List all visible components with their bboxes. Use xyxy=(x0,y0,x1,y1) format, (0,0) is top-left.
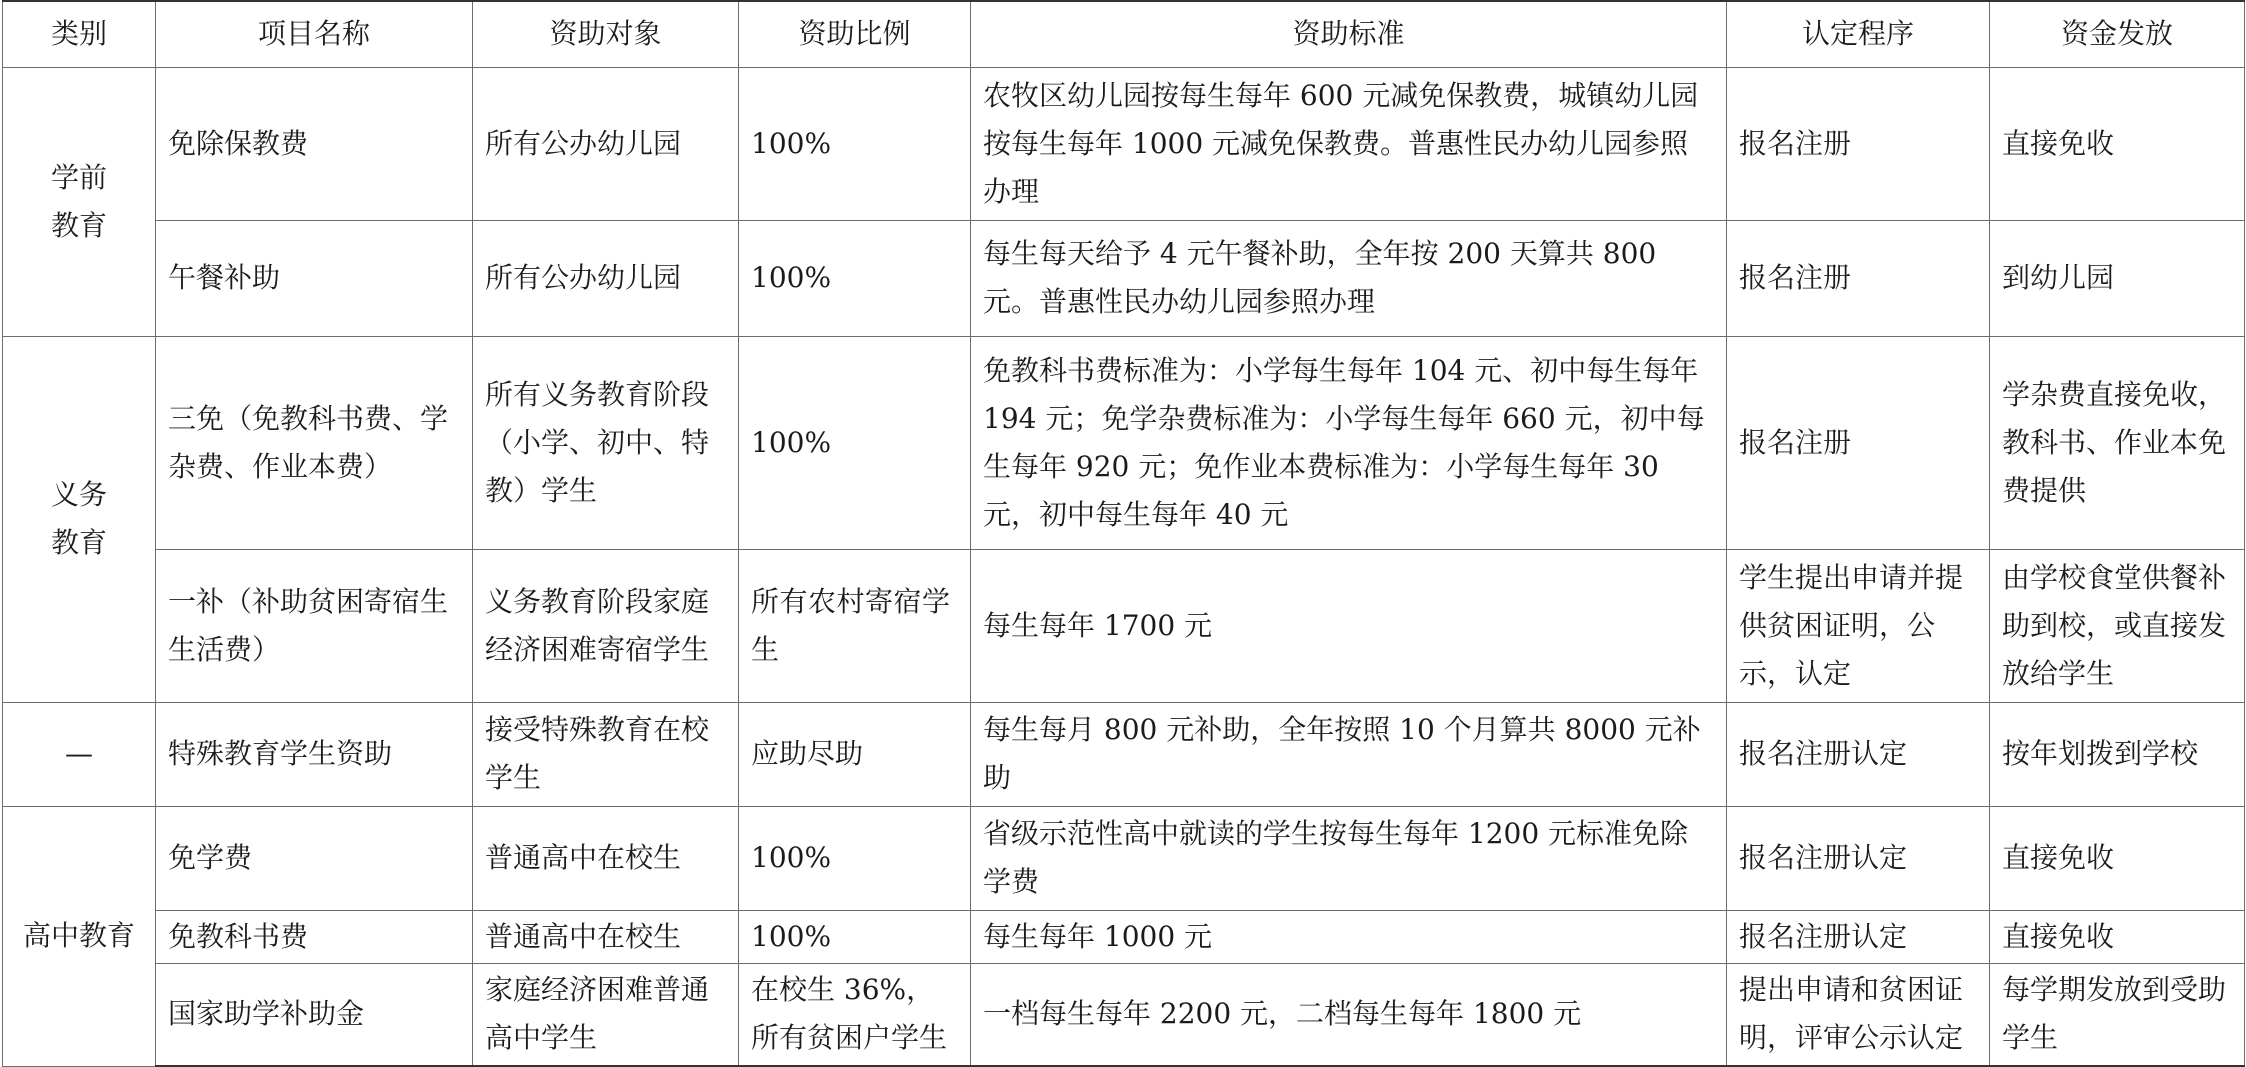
table-row xyxy=(3,806,2245,910)
disbursement-cell: 按年划拨到学校 xyxy=(1990,702,2245,806)
column-header-project-name: 项目名称 xyxy=(156,1,473,67)
standard-cell: 免教科书费标准为：小学每生每年 104 元、初中每生每年 194 元；免学杂费标准为：小学每生每年 660 元，初中每生每年 920 元；免作业本费标准为：小学每生每年 30 元，初中每生每年 40 元 xyxy=(971,336,1727,549)
category-cell-compulsory: 义务 教育 xyxy=(3,336,156,702)
target-cell: 普通高中在校生 xyxy=(473,910,739,963)
table-row xyxy=(3,963,2245,1066)
standard-cell: 每生每天给予 4 元午餐补助，全年按 200 天算共 800 元。普惠性民办幼儿园参照办理 xyxy=(971,220,1727,336)
procedure-cell: 报名注册认定 xyxy=(1727,910,1990,963)
column-header-target: 资助对象 xyxy=(473,1,739,67)
ratio-cell: 100% xyxy=(739,910,971,963)
target-cell: 所有义务教育阶段（小学、初中、特教）学生 xyxy=(473,336,739,549)
table-row xyxy=(3,910,2245,963)
table-row xyxy=(3,220,2245,336)
procedure-cell: 报名注册 xyxy=(1727,336,1990,549)
disbursement-cell: 直接免收 xyxy=(1990,67,2245,220)
procedure-cell: 报名注册 xyxy=(1727,67,1990,220)
target-cell: 所有公办幼儿园 xyxy=(473,67,739,220)
project-name-cell: 三免（免教科书费、学杂费、作业本费） xyxy=(156,336,473,549)
target-cell: 所有公办幼儿园 xyxy=(473,220,739,336)
disbursement-cell: 由学校食堂供餐补助到校，或直接发放给学生 xyxy=(1990,549,2245,702)
disbursement-cell: 直接免收 xyxy=(1990,910,2245,963)
procedure-cell: 报名注册 xyxy=(1727,220,1990,336)
procedure-cell: 报名注册认定 xyxy=(1727,702,1990,806)
table-row xyxy=(3,702,2245,806)
project-name-cell: 特殊教育学生资助 xyxy=(156,702,473,806)
target-cell: 普通高中在校生 xyxy=(473,806,739,910)
ratio-cell: 应助尽助 xyxy=(739,702,971,806)
project-name-cell: 国家助学补助金 xyxy=(156,963,473,1066)
disbursement-cell: 到幼儿园 xyxy=(1990,220,2245,336)
disbursement-cell: 学杂费直接免收，教科书、作业本免费提供 xyxy=(1990,336,2245,549)
column-header-procedure: 认定程序 xyxy=(1727,1,1990,67)
category-cell-highschool: 高中教育 xyxy=(3,806,156,1066)
column-header-disbursement: 资金发放 xyxy=(1990,1,2245,67)
standard-cell: 每生每年 1700 元 xyxy=(971,549,1727,702)
ratio-cell: 100% xyxy=(739,336,971,549)
disbursement-cell: 每学期发放到受助学生 xyxy=(1990,963,2245,1066)
procedure-cell: 报名注册认定 xyxy=(1727,806,1990,910)
project-name-cell: 免教科书费 xyxy=(156,910,473,963)
disbursement-cell: 直接免收 xyxy=(1990,806,2245,910)
category-cell-preschool: 学前 教育 xyxy=(3,67,156,336)
table-row xyxy=(3,67,2245,220)
table-header-row xyxy=(3,1,2245,67)
ratio-cell: 在校生 36%，所有贫困户学生 xyxy=(739,963,971,1066)
project-name-cell: 一补（补助贫困寄宿生生活费） xyxy=(156,549,473,702)
column-header-standard: 资助标准 xyxy=(971,1,1727,67)
target-cell: 义务教育阶段家庭经济困难寄宿学生 xyxy=(473,549,739,702)
project-name-cell: 午餐补助 xyxy=(156,220,473,336)
standard-cell: 农牧区幼儿园按每生每年 600 元减免保教费，城镇幼儿园按每生每年 1000 元减免保教费。普惠性民办幼儿园参照办理 xyxy=(971,67,1727,220)
table-row xyxy=(3,549,2245,702)
ratio-cell: 100% xyxy=(739,806,971,910)
ratio-cell: 100% xyxy=(739,220,971,336)
procedure-cell: 提出申请和贫困证明，评审公示认定 xyxy=(1727,963,1990,1066)
ratio-cell: 100% xyxy=(739,67,971,220)
project-name-cell: 免除保教费 xyxy=(156,67,473,220)
column-header-ratio: 资助比例 xyxy=(739,1,971,67)
ratio-cell: 所有农村寄宿学生 xyxy=(739,549,971,702)
column-header-category: 类别 xyxy=(3,1,156,67)
procedure-cell: 学生提出申请并提供贫困证明，公示，认定 xyxy=(1727,549,1990,702)
project-name-cell: 免学费 xyxy=(156,806,473,910)
student-aid-table xyxy=(2,0,2245,1067)
standard-cell: 每生每年 1000 元 xyxy=(971,910,1727,963)
target-cell: 接受特殊教育在校学生 xyxy=(473,702,739,806)
standard-cell: 一档每生每年 2200 元，二档每生每年 1800 元 xyxy=(971,963,1727,1066)
table-row xyxy=(3,336,2245,549)
standard-cell: 每生每月 800 元补助，全年按照 10 个月算共 8000 元补助 xyxy=(971,702,1727,806)
target-cell: 家庭经济困难普通高中学生 xyxy=(473,963,739,1066)
category-cell-special: — xyxy=(3,702,156,806)
standard-cell: 省级示范性高中就读的学生按每生每年 1200 元标准免除学费 xyxy=(971,806,1727,910)
